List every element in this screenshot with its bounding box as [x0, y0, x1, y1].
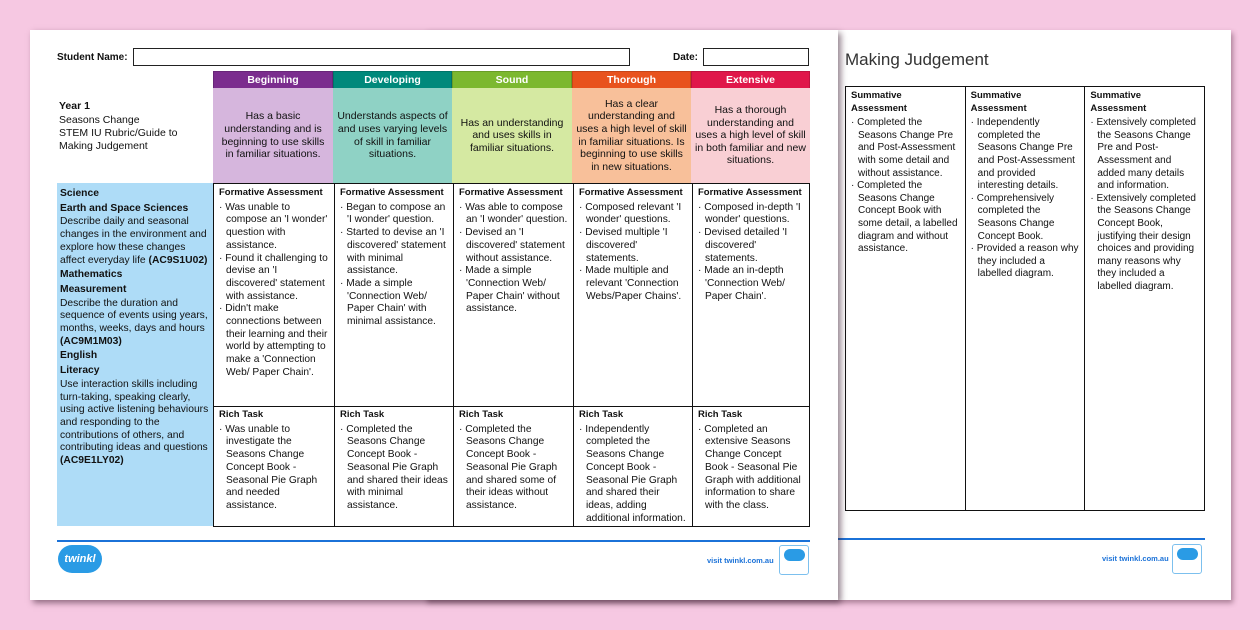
criterion-item: · Completed an extensive Seasons Change Concept Book - Seasonal Pie Graph with additional information to share with the class. [698, 424, 806, 513]
quality-badge-icon [779, 545, 809, 575]
criterion-item: · Devised detailed 'I discovered' statements. [698, 227, 806, 265]
rich-task-cell [573, 406, 692, 526]
summative-heading: Summative Assessment [851, 90, 907, 114]
formative-cell [214, 184, 334, 406]
summative-table [845, 86, 1205, 511]
formative-cell [334, 184, 453, 406]
descriptor-code: (AC9M1M03) [60, 335, 122, 347]
formative-cell [692, 184, 811, 406]
level-description: Has a thorough understanding and uses a high level of skill in both familiar and new situations. [691, 88, 810, 183]
criterion-item: · Made an in-depth 'Connection Web/ Paper Chain'. [698, 265, 806, 303]
criterion-item: · Devised multiple 'I discovered' statements. [579, 227, 687, 265]
criterion-item: · Started to devise an 'I discovered' statement with minimal assistance. [340, 227, 448, 278]
level-description: Has a basic understanding and is beginning to use skills in familiar situations. [213, 88, 333, 183]
formative-heading: Formative Assessment [340, 187, 444, 198]
level-header-developing: Developing [333, 71, 452, 89]
criterion-item: · Devised an 'I discovered' statement without assistance. [459, 227, 568, 265]
criterion-item: · Independently completed the Seasons Change Pre and Post-Assessment and provided interesting details. [971, 117, 1080, 193]
footer-link[interactable]: visit twinkl.com.au [1102, 554, 1169, 563]
criterion-item: · Completed the Seasons Change Concept Book - Seasonal Pie Graph and shared their ideas with minimal assistance. [340, 424, 448, 513]
formative-cell [573, 184, 692, 406]
criterion-item: · Completed the Seasons Change Concept Book with some detail, a labelled diagram and without assistance. [851, 180, 960, 256]
curriculum-heading: Literacy [60, 365, 100, 377]
descriptor-text: Use interaction skills including turn-taking, speaking clearly, using active listening behaviours and responding to the contributions of others, and contributing ideas and questions [60, 378, 209, 454]
curriculum-descriptor [60, 216, 210, 267]
level-description: Understands aspects of and uses varying levels of skill in familiar situations. [333, 88, 452, 183]
descriptor-text: Describe daily and seasonal changes in the environment and explore how these changes affect everyday life [60, 216, 207, 266]
criterion-item: · Completed the Seasons Change Pre and Post-Assessment with some detail and without assistance. [851, 117, 960, 180]
twinkl-logo: twinkl [58, 545, 102, 573]
level-header-thorough: Thorough [572, 71, 691, 89]
level-description: Has an understanding and uses skills in familiar situations. [452, 88, 572, 183]
rich-task-heading: Rich Task [698, 409, 743, 420]
curriculum-column [57, 183, 213, 526]
footer-divider [830, 538, 1205, 540]
criterion-item: · Completed the Seasons Change Concept Book - Seasonal Pie Graph and shared some of their ideas without assistance. [459, 424, 568, 513]
formative-heading: Formative Assessment [579, 187, 683, 198]
curriculum-heading: Mathematics [60, 269, 123, 281]
quality-badge-icon [1172, 544, 1202, 574]
criterion-item: · Found it challenging to devise an 'I discovered' statement with assistance. [219, 253, 329, 304]
formative-heading: Formative Assessment [698, 187, 802, 198]
footer-link[interactable]: visit twinkl.com.au [707, 556, 774, 565]
summative-cell [965, 87, 1085, 510]
rubric-title: STEM IU Rubric/Guide to Making Judgement [59, 127, 178, 152]
curriculum-descriptor [60, 298, 210, 349]
descriptor-text: Describe the duration and sequence of events using years, months, weeks, days and hours [60, 297, 208, 335]
formative-heading: Formative Assessment [219, 187, 323, 198]
criterion-item: · Made a simple 'Connection Web/ Paper Chain' without assistance. [459, 265, 568, 316]
criterion-item: · Was unable to compose an 'I wonder' question with assistance. [219, 202, 329, 253]
rubric-grid [213, 183, 810, 527]
criterion-item: · Composed in-depth 'I wonder' questions. [698, 202, 806, 227]
criterion-item: · Was able to compose an 'I wonder' question. [459, 202, 568, 227]
criterion-item: · Independently completed the Seasons Change Concept Book - Seasonal Pie Graph and shared their ideas, adding additional information. [579, 424, 687, 526]
summative-heading: Summative Assessment [970, 90, 1027, 114]
footer-divider [57, 540, 810, 542]
rich-task-heading: Rich Task [459, 409, 504, 420]
curriculum-descriptor [60, 379, 210, 468]
rich-task-cell [214, 406, 334, 526]
criterion-item: · Made multiple and relevant 'Connection Webs/Paper Chains'. [579, 265, 687, 303]
curriculum-heading: English [60, 350, 98, 362]
rich-task-cell [453, 406, 573, 526]
student-name-label: Student Name: [57, 52, 128, 63]
summative-cell [846, 87, 965, 510]
rich-task-cell [334, 406, 453, 526]
date-label: Date: [673, 52, 699, 63]
curriculum-heading: Science [60, 188, 99, 199]
criterion-item: · Extensively completed the Seasons Change Concept Book, justifying their design choices and providing many reasons why they included a labelled diagram. [1090, 193, 1199, 294]
date-field[interactable] [703, 48, 809, 66]
curriculum-heading: Earth and Space Sciences [60, 202, 189, 214]
criterion-item: · Extensively completed the Seasons Change Pre and Post-Assessment and added many details and information. [1090, 117, 1199, 193]
curriculum-heading: Measurement [60, 283, 127, 295]
rich-task-heading: Rich Task [340, 409, 385, 420]
level-header-extensive: Extensive [691, 71, 810, 89]
rich-task-cell [692, 406, 811, 526]
summative-cell [1084, 87, 1204, 510]
descriptor-code: (AC9S1U02) [148, 254, 208, 266]
page-title: Making Judgement [845, 50, 989, 69]
summative-heading: Summative Assessment [1090, 90, 1147, 114]
descriptor-code: (AC9E1LY02) [60, 455, 124, 467]
rich-task-heading: Rich Task [219, 409, 264, 420]
rich-task-heading: Rich Task [579, 409, 624, 420]
criterion-item: · Made a simple 'Connection Web/ Paper Chain' with minimal assistance. [340, 278, 448, 329]
criterion-item: · Comprehensively completed the Seasons Change Concept Book. [971, 193, 1080, 243]
criterion-item: · Didn't make connections between their learning and their world by attempting to make a 'Connection Web/ Paper Chain'. [219, 303, 329, 379]
formative-cell [453, 184, 573, 406]
year-label: Year 1 [59, 100, 90, 112]
criterion-item: · Began to compose an 'I wonder' question. [340, 202, 448, 227]
level-header-sound: Sound [452, 71, 572, 89]
topic-label: Seasons Change [59, 114, 140, 126]
criterion-item: · Provided a reason why they included a labelled diagram. [971, 243, 1080, 281]
level-header-beginning: Beginning [213, 71, 333, 89]
student-name-field[interactable] [133, 48, 630, 66]
formative-heading: Formative Assessment [459, 187, 563, 198]
rubric-intro [59, 99, 199, 153]
criterion-item: · Composed relevant 'I wonder' questions. [579, 202, 687, 227]
rubric-page [30, 30, 838, 600]
level-description: Has a clear understanding and uses a high level of skill in familiar situations. Is beginning to use skills in new situations. [572, 88, 691, 183]
criterion-item: · Was unable to investigate the Seasons Change Concept Book - Seasonal Pie Graph and needed assistance. [219, 424, 329, 513]
